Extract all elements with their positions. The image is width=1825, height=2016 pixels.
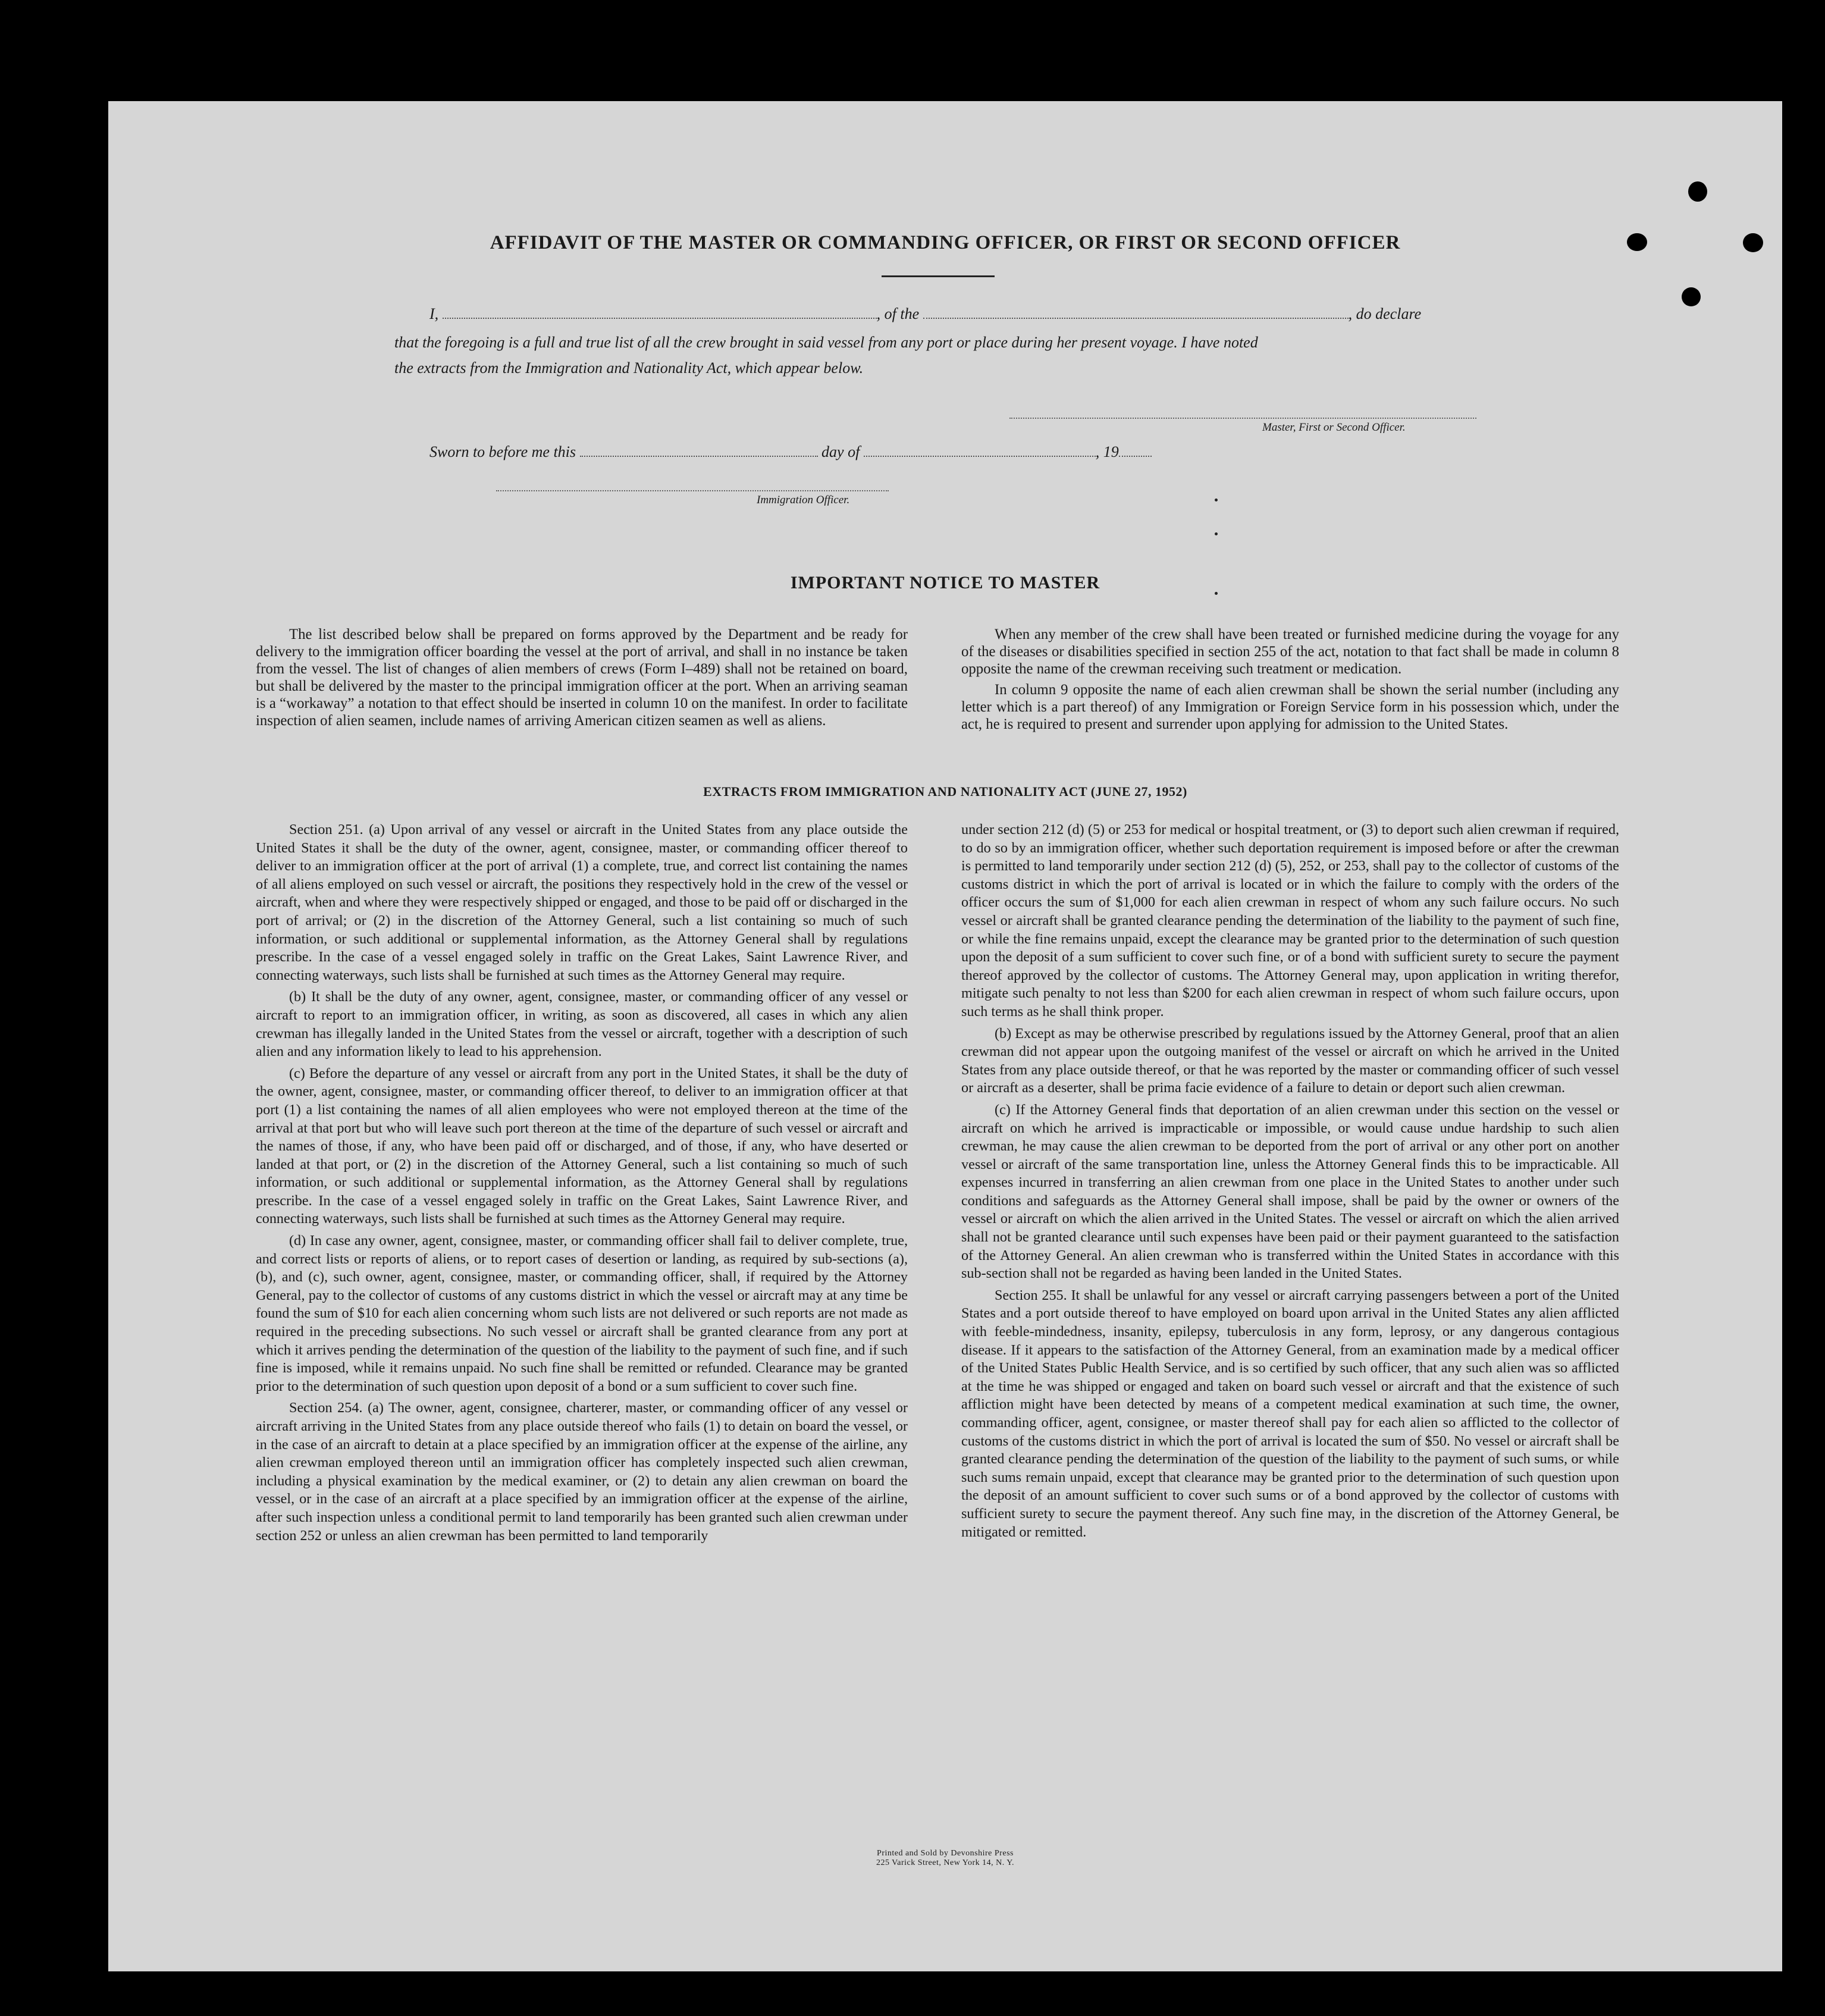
punch-hole (1682, 287, 1701, 306)
notice-right-column (961, 626, 1619, 736)
notice-paragraph: The list described below shall be prepared on forms approved by the Department and be ready for delivery to the immigration officer boarding the vessel at the port of arrival, and shall in no instance be taken from the vessel. The list of changes of alien members of crews (Form I–489) shall not be retained on board, but shall be delivered by the master to the principal immigration officer at the port. When an arriving seaman is a “workaway” a notation to that effect should be inserted in column 10 on the manifest. In order to facilitate inspection of alien seamen, include names of arriving American citizen seamen as well as aliens. (256, 626, 908, 729)
printer-imprint (108, 1849, 1782, 1868)
punch-hole (1688, 181, 1707, 202)
immigration-officer-signature-line[interactable] (496, 490, 889, 491)
extracts-right-column (961, 821, 1619, 1545)
section-254-b: (b) Except as may be otherwise prescribed by regulations issued by the Attorney General, proof that an alien crewman did not appear upon the outgoing manifest of the vessel or aircraft on which he arrived in the United States from any place outside thereof, or that he was reported by the master or commanding officer of such vessel or aircraft as a deserter, shall be prima facie evidence of a failure to detain or deport such alien crewman. (961, 1025, 1619, 1096)
day-of-label: day of (821, 443, 860, 460)
vessel-field[interactable] (923, 306, 1349, 319)
immigration-officer-caption: Immigration Officer. (757, 494, 850, 506)
notice-heading: IMPORTANT NOTICE TO MASTER (790, 573, 1100, 592)
extracts-left-column (256, 821, 908, 1548)
printer-line-1: Printed and Sold by Devonshire Press (877, 1849, 1014, 1858)
sworn-day-field[interactable] (580, 444, 818, 457)
printer-line-2: 225 Varick Street, New York 14, N. Y. (876, 1858, 1015, 1867)
title-underline (882, 275, 995, 277)
declaration-line-3: the extracts from the Immigration and Nationality Act, which appear below. (394, 359, 864, 377)
do-declare-label: , do declare (1348, 305, 1422, 322)
section-254-c: (c) If the Attorney General finds that deportation of an alien crewman under this section on the vessel or aircraft on which he arrived is impracticable or impossible, or would cause undue hardship to such alien crewman, he may cause the alien crewman to be deported from the port of arrival or any other port on another vessel or aircraft of the same transportation line, unless the Attorney General finds this to be impracticable. All expenses incurred in transferring an alien crewman from one place in the United States to another under such conditions and safeguards as the Attorney General shall impose, shall be paid by the owner or owners of the vessel or aircraft on which the alien arrived in the United States. The vessel or aircraft on which the alien arrived shall not be granted clearance until such expenses have been paid or their payment guaranteed to the satisfaction of the Attorney General. An alien crewman who is transferred within the United States in accordance with this sub-section shall not be regarded as having been landed in the United States. (961, 1101, 1619, 1282)
notice-paragraph: In column 9 opposite the name of each alien crewman shall be shown the serial number (including any letter which is a part thereof) of any Immigration or Foreign Service form in his possession which, under the act, he is required to present and surrender upon applying for admission to the United States. (961, 682, 1619, 732)
master-signature-caption: Master, First or Second Officer. (1262, 421, 1406, 434)
section-254-a-continued: under section 212 (d) (5) or 253 for medical or hospital treatment, or (3) to deport such alien crewman if required, to do so by an immigration officer, whether such deportation requirement is imposed before or after the crewman is permitted to land temporarily under section 212 (d) (5), 252, or 253, shall pay to the collector of customs of the customs district in which the port of arrival is located or in which the failure to comply with the orders of the officer occurs the sum of $1,000 for each alien crewman in respect of whom any such failure occurs. No such vessel or aircraft shall be granted clearance pending the determination of the liability to the payment of such fine, or while the fine remains unpaid, except the clearance may be granted prior to the determination of such question upon the deposit of a sum sufficient to cover such fine, or of a bond with sufficient surety to secure the payment thereof approved by the collector of customs. The Attorney General may, upon application in writing therefor, mitigate such penalty to not less than $200 for each alien crewman in respect of whom such failure occurs, upon such terms as he shall think proper. (961, 822, 1619, 1020)
form-page (108, 101, 1782, 1971)
sworn-line (429, 443, 1152, 462)
extracts-heading: EXTRACTS FROM IMMIGRATION AND NATIONALITY ACT (JUNE 27, 1952) (703, 784, 1187, 799)
notice-left-column (256, 626, 908, 733)
section-255: Section 255. It shall be unlawful for any vessel or aircraft carrying passengers between a port of the United States and a port outside thereof to have employed on board upon arrival in the United States any alien afflicted with feeble-mindedness, insanity, epilepsy, tuberculosis in any form, leprosy, or any dangerous contagious disease. If it appears to the satisfaction of the Attorney General, from an examination made by a medical officer of the United States Public Health Service, and is so certified by such officer, that any such alien was so afflicted at the time he was shipped or engaged and taken on board such vessel or aircraft and that the existence of such affliction might have been detected by means of a competent medical examination at such time, the owner, commanding officer, agent, consignee, or master thereof shall pay for each alien so afflicted to the collector of customs of the customs district in which the port of arrival is located the sum of $50. No vessel or aircraft shall be granted clearance pending the determination of the question of the liability to the payment of such sums, or while such sums remain unpaid, except that clearance may be granted prior to the determination of such question upon the deposit of an amount sufficient to cover such sums or of a bond approved by the collector of customs with sufficient surety to secure the payment thereof. Any such fine may, in the discretion of the Attorney General, be mitigated or remitted. (961, 1287, 1619, 1540)
sworn-month-field[interactable] (864, 444, 1096, 457)
affidavit-title: AFFIDAVIT OF THE MASTER OR COMMANDING OFFICER, OR FIRST OR SECOND OFFICER (490, 232, 1401, 253)
declaration-line-1 (429, 305, 1421, 324)
of-the-label: , of the (876, 305, 920, 322)
section-254-a: Section 254. (a) The owner, agent, consignee, charterer, master, or commanding officer of any vessel or aircraft arriving in the United States from any place outside thereof who fails (1) to detain on board the vessel, or in the case of an aircraft to detain at a place specified by an immigration officer at the expense of the airline, any alien crewman employed thereon until an immigration officer has completely inspected such alien crewman, including a physical examination by the medical examiner, or (2) to detain any alien crewman on board the vessel, or in the case of an aircraft at a place specified by an immigration officer at the expense of the airline, after such inspection unless a conditional permit to land temporarily has been granted such alien crewman under section 252 or unless an alien crewman has been permitted to land temporarily (256, 1400, 908, 1544)
i-label: I, (429, 305, 439, 322)
sworn-year-field[interactable] (1119, 444, 1152, 457)
section-251-b: (b) It shall be the duty of any owner, agent, consignee, master, or commanding officer of any vessel or aircraft to report to an immigration officer, in writing, as soon as discovered, all cases in which any alien crewman has illegally landed in the United States from the vessel or aircraft, together with a description of such alien and any information likely to lead to his apprehension. (256, 989, 908, 1060)
section-251-d: (d) In case any owner, agent, consignee, master, or commanding officer shall fail to deliver complete, true, and correct lists or reports of aliens, or to report cases of desertion or landing, as required by sub-sections (a), (b), and (c), such owner, agent, consignee, master, or commanding officer, shall, if required by the Attorney General, pay to the collector of customs of any customs district in which the vessel or aircraft may at any time be found the sum of $10 for each alien concerning whom such lists are not delivered or such reports are not made as required in the preceding subsections. No such vessel or aircraft shall be granted clearance from any port at which it arrives pending the determination of the question of the liability to the payment of such fine, and if such fine is imposed, while it remains unpaid. No such fine shall be remitted or refunded. Clearance may be granted prior to the determination of such question upon deposit of a bond or a sum sufficient to cover such fine. (256, 1233, 908, 1394)
declaration-line-2: that the foregoing is a full and true list of all the crew brought in said vessel from any port or place during her present voyage. I have noted (394, 334, 1258, 351)
sworn-label: Sworn to before me this (429, 443, 576, 460)
year-label: , 19 (1095, 443, 1119, 460)
section-251-a: Section 251. (a) Upon arrival of any vessel or aircraft in the United States from any place outside the United States it shall be the duty of the owner, agent, consignee, master, or commanding officer thereof to deliver to an immigration officer at the port of arrival (1) a complete, true, and correct list containing the names of all aliens employed on such vessel or aircraft, the positions they respectively hold in the crew of the vessel or aircraft, when and where they were respectively shipped or engaged, and those to be paid off or discharged in the port of arrival; or (2) in the discretion of the Attorney General, such a list containing so much of such information, or such additional or supplemental information, as the Attorney General shall by regulations prescribe. In the case of a vessel engaged solely in traffic on the Great Lakes, Saint Lawrence River, and connecting waterways, such lists shall be furnished at such times as the Attorney General may require. (256, 822, 908, 983)
paper-speck (1215, 532, 1218, 535)
notice-paragraph: When any member of the crew shall have been treated or furnished medicine during the voyage for any of the diseases or disabilities specified in section 255 of the act, notation to that fact shall be made in column 8 opposite the name of the crewman receiving such treatment or medication. (961, 626, 1619, 677)
section-251-c: (c) Before the departure of any vessel or aircraft from any port in the United States, it shall be the duty of the owner, agent, consignee, master, or commanding officer thereof, to deliver to an immigration officer at that port (1) a list containing the names of all alien employees who were not employed thereon at the time of the arrival at that port but who will leave such port thereon at the time of the departure of such vessel or aircraft and the names of those, if any, who have been paid off or discharged, and of those, if any, who have deserted or landed at that port, or (2) in the discretion of the Attorney General, such a list containing so much of such information, or such additional or supplemental information, as the Attorney General shall by regulations prescribe. In the case of a vessel engaged solely in traffic on the Great Lakes, Saint Lawrence River, and connecting waterways, such lists shall be furnished at such times as the Attorney General may require. (256, 1065, 908, 1227)
name-field[interactable] (443, 306, 877, 319)
paper-speck (1215, 498, 1218, 501)
master-signature-line[interactable] (1009, 418, 1476, 419)
